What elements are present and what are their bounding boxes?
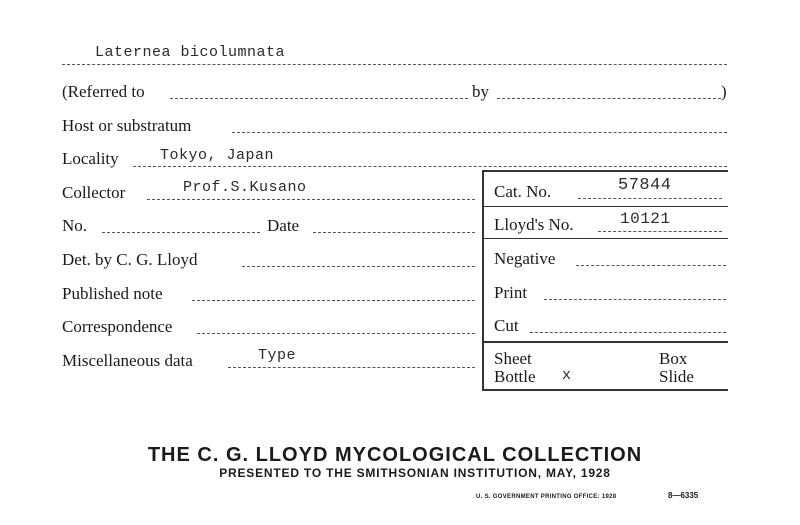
negative-label: Negative (494, 249, 556, 268)
host-line (232, 132, 727, 133)
cat-no-value: 57844 (618, 176, 672, 195)
box-label: Box (659, 349, 688, 368)
cut-line (530, 332, 726, 333)
sheet-label: Sheet (494, 349, 532, 368)
misc-value: Type (258, 347, 297, 364)
form-code: 8—6335 (668, 491, 699, 500)
right-box-divider-1 (482, 206, 728, 207)
misc-label: Miscellaneous data (62, 351, 193, 370)
date-line (313, 232, 475, 233)
det-label: Det. by C. G. Lloyd (62, 250, 198, 269)
collection-subtitle: PRESENTED TO THE SMITHSONIAN INSTITUTION, MAY, 1928 (219, 466, 611, 480)
locality-value: Tokyo, Japan (160, 147, 275, 164)
species-line (62, 64, 727, 65)
correspondence-label: Correspondence (62, 317, 173, 336)
det-line (242, 266, 475, 267)
print-label: Print (494, 283, 528, 302)
misc-line (228, 367, 475, 368)
referred-to-label: (Referred to (62, 82, 145, 101)
right-box-top-border (482, 170, 728, 172)
locality-label: Locality (62, 149, 119, 168)
lloyds-no-label: Lloyd's No. (494, 215, 574, 234)
collector-value: Prof.S.Kusano (183, 179, 307, 196)
bottle-label: Bottle (494, 367, 536, 386)
right-box-divider-3 (482, 341, 728, 343)
close-paren: ) (721, 82, 727, 101)
collector-label: Collector (62, 183, 126, 202)
printing-office-note: U. S. GOVERNMENT PRINTING OFFICE: 1928 (476, 494, 617, 500)
right-box-left-border (482, 170, 484, 390)
cat-no-line (578, 198, 722, 199)
correspondence-line (197, 333, 475, 334)
collection-title: THE C. G. LLOYD MYCOLOGICAL COLLECTION (147, 444, 643, 466)
collector-line (147, 199, 475, 200)
species-name: Laternea bicolumnata (95, 44, 286, 61)
cut-label: Cut (494, 316, 519, 335)
negative-line (576, 265, 726, 266)
by-label: by (472, 82, 489, 101)
published-line (192, 300, 475, 301)
referred-to-line (170, 98, 468, 99)
no-line (102, 232, 260, 233)
locality-line (133, 166, 727, 167)
slide-label: Slide (659, 367, 694, 386)
date-label: Date (267, 216, 300, 235)
no-label: No. (62, 216, 88, 235)
bottle-mark: x (562, 367, 572, 384)
print-line (544, 299, 726, 300)
host-label: Host or substratum (62, 116, 192, 135)
right-box-divider-2 (482, 238, 728, 239)
lloyds-no-value: 10121 (620, 210, 671, 228)
right-box-bottom-border (482, 389, 728, 391)
by-line (497, 98, 721, 99)
published-label: Published note (62, 284, 163, 303)
lloyds-no-line (598, 231, 722, 232)
cat-no-label: Cat. No. (494, 182, 552, 201)
